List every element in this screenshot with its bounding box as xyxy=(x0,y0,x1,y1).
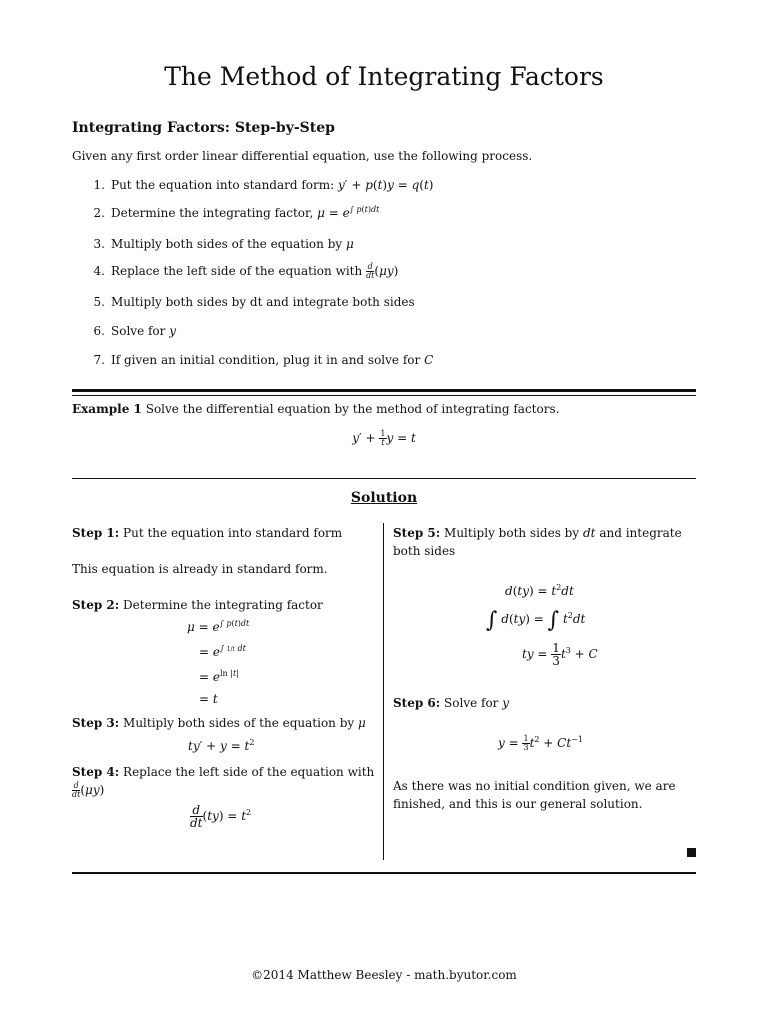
integrate-equation-2: ∫ d(ty) = ∫ $t^2dt$ xyxy=(486,608,586,633)
conclusion-line-2: finished, and this is our general solution. xyxy=(393,797,643,811)
derivative-expression: $\frac{d}{dt}$ (μy) xyxy=(72,781,105,799)
step-number: 7. xyxy=(93,353,105,367)
solution-step-3: Step 3: Multiply both sides of the equation by μ xyxy=(72,716,366,730)
solution-step-2 xyxy=(72,596,323,614)
process-step-2 xyxy=(88,206,379,220)
step-text: Replace the left side of the equation with xyxy=(111,264,363,278)
mu-equation-2: = $e^{\int 1/t dt}$ xyxy=(199,644,246,659)
step-label: Step 6: xyxy=(393,696,441,710)
step-label: Step 2: xyxy=(72,598,120,612)
mu-equation-4: = t xyxy=(199,692,218,706)
step-text: Solve for xyxy=(111,324,166,338)
example-text: Solve the differential equation by the method of integrating factors. xyxy=(145,402,560,416)
process-step-5 xyxy=(88,295,415,309)
step-number: 1. xyxy=(93,178,105,192)
step-label: Step 5: xyxy=(393,526,441,540)
step-text: Multiply both sides by dt and integrate both sides xyxy=(111,295,415,309)
step-label: Step 3: xyxy=(72,716,120,730)
intro-text: Given any first order linear differential equation, use the following process. xyxy=(72,149,533,163)
mu-symbol: μ xyxy=(345,237,354,251)
general-solution: y = $\frac{1}{3}$ $t^2 + Ct^{-1}$ xyxy=(498,734,583,752)
integrating-factor-formula: $\mu = e^{\int p(t)dt}$ xyxy=(317,205,380,220)
step-text: Multiply both sides of the equation by xyxy=(123,716,355,730)
step-text: Determine the integrating factor xyxy=(123,598,323,612)
step-number: 4. xyxy=(93,264,105,278)
standard-form-note: This equation is already in standard form. xyxy=(72,562,328,576)
solution-bottom-divider xyxy=(72,872,696,874)
example-equation: y′ + $\frac{1}{t}$ y = t xyxy=(352,429,416,447)
step-text: If given an initial condition, plug it in and solve for xyxy=(111,353,421,367)
thick-divider xyxy=(72,389,696,392)
step-number: 2. xyxy=(93,206,105,220)
step-text: Multiply both sides by xyxy=(444,526,580,540)
footer-copyright: ©2014 Matthew Beesley - math.byutor.com xyxy=(251,968,517,982)
process-step-7 xyxy=(88,353,433,367)
section-heading: Integrating Factors: Step-by-Step xyxy=(72,120,335,136)
qed-square-icon xyxy=(687,848,696,857)
step-text: Put the equation into standard form: xyxy=(111,178,335,192)
thin-divider xyxy=(72,395,696,396)
derivative-equation: $\frac{d}{dt}$ $(ty) = t^2$ xyxy=(190,803,252,830)
integrate-equation-3: ty = $\frac{1}{3}$ $t^3 + C$ xyxy=(522,641,598,668)
example-label: Example 1 xyxy=(72,402,142,416)
solution-step-1 xyxy=(72,524,342,542)
process-step-6 xyxy=(88,324,176,338)
process-step-4 xyxy=(88,263,398,280)
multiplied-equation: $ty' + y = t^2$ xyxy=(188,738,255,753)
example-statement xyxy=(72,402,559,416)
column-divider xyxy=(383,523,384,860)
standard-form-formula: y′ + p(t)y = q(t) xyxy=(338,178,434,192)
step-text: Solve for xyxy=(444,696,499,710)
step-label: Step 1: xyxy=(72,526,120,540)
page-title: The Method of Integrating Factors xyxy=(164,62,604,91)
step-text: Replace the left side of the equation with xyxy=(123,765,375,779)
step-text: Put the equation into standard form xyxy=(123,526,343,540)
y-symbol: y xyxy=(169,324,176,338)
step-label: Step 4: xyxy=(72,765,120,779)
step-number: 3. xyxy=(93,237,105,251)
derivative-formula: $\frac{d}{dt}$ (μy) xyxy=(366,262,399,280)
solution-step-4 xyxy=(72,763,377,781)
process-step-3 xyxy=(88,237,354,251)
solution-title: Solution xyxy=(350,490,418,506)
step-text-continued: both sides xyxy=(393,544,456,558)
process-step-1 xyxy=(88,178,433,192)
solution-step-6: Step 6: Solve for y xyxy=(393,696,510,710)
c-symbol: C xyxy=(424,353,434,367)
step-text: Determine the integrating factor, xyxy=(111,206,314,220)
mu-equation-1: $\mu = e^{\int p(t)dt}$ xyxy=(187,619,250,634)
step-number: 5. xyxy=(93,295,105,309)
conclusion-line-1: As there was no initial condition given, we are xyxy=(393,779,676,793)
example-divider xyxy=(72,478,696,479)
step-number: 6. xyxy=(93,324,105,338)
solution-step-5: Step 5: Multiply both sides by dt and integrate both sides xyxy=(393,526,682,558)
step-text-continued: and integrate xyxy=(599,526,682,540)
integrate-equation-1: $d(ty) = t^2dt$ xyxy=(505,583,574,598)
step-text: Multiply both sides of the equation by xyxy=(111,237,343,251)
mu-equation-3: = $e^{ln |t|}$ xyxy=(199,669,239,684)
